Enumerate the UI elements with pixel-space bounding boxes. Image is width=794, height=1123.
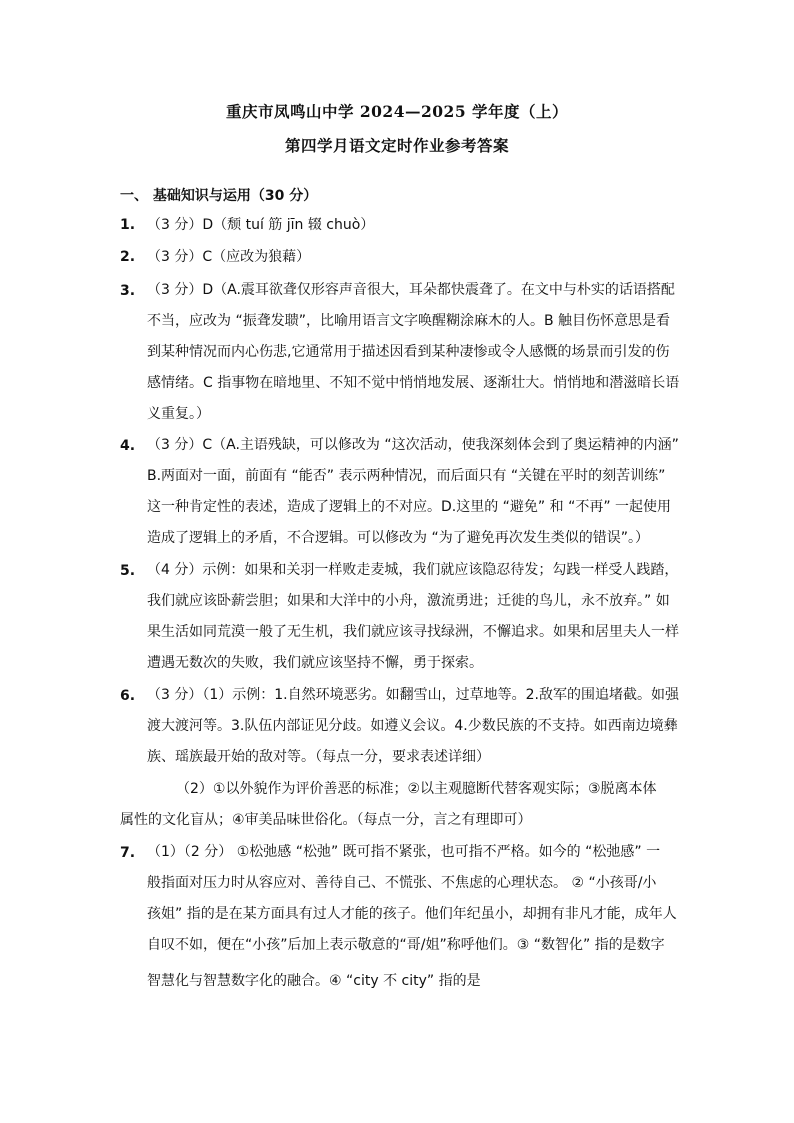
question-number: 6. — [120, 688, 136, 704]
answer-line: 智慧化与智慧数字化的融合。④ “city 不 city” 指的是 — [147, 973, 481, 989]
answer-line: 不当，应改为 “振聋发聩”，比喻用语言文字唤醒糊涂麻木的人。B 触目伤怀意思是看 — [147, 313, 671, 329]
question-number: 2. — [120, 249, 136, 265]
answer-line: （4 分）示例：如果和关羽一样败走麦城，我们就应该隐忍待发；勾践一样受人践踏， — [147, 562, 679, 578]
answer-line: 般指面对压力时从容应对、善待自己、不慌张、不焦虑的心理状态。 ② “小孩哥/小 — [147, 875, 657, 891]
answer-line: 族、瑶族最开始的敌对等。（每点一分，要求表述详细） — [147, 749, 490, 765]
answer-line: 造成了逻辑上的矛盾，不合逻辑。可以修改为 “为了避免再次发生类似的错误”。） — [147, 530, 649, 546]
question-number: 5. — [120, 563, 136, 579]
answer-line: 我们就应该卧薪尝胆；如果和大洋中的小舟，激流勇进；迁徙的鸟儿，永不放弃。” 如 — [147, 593, 670, 609]
answer-line: 感情绪。C 指事物在暗地里、不知不觉中悄悄地发展、逐渐壮大。悄悄地和潜滋暗长语 — [147, 375, 680, 391]
answer-line: 到某种情况而内心伤悲,它通常用于描述因看到某种凄惨或令人感慨的场景而引发的伤 — [147, 344, 670, 360]
answer-line: （3 分）（1）示例：1.自然环境恶劣。如翻雪山，过草地等。2.敌军的围追堵截。如强 — [147, 687, 679, 703]
answer-line: （3 分）C（应改为狼藉） — [147, 249, 311, 265]
answer-line: 渡大渡河等。3.队伍内部证见分歧。如遵义会议。4.少数民族的不支持。如西南边境彝 — [147, 718, 678, 734]
question-number: 1. — [120, 217, 136, 233]
answer-line: 这一种肯定性的表述，造成了逻辑上的不对应。D.这里的 “避免” 和 “不再” 一起使用 — [147, 499, 672, 515]
answer-line: 孩姐” 指的是在某方面具有过人才能的孩子。他们年纪虽小，却拥有非凡才能，成年人 — [147, 906, 677, 922]
answer-line: （1）（2 分） ①松弛感 “松弛” 既可指不紧张，也可指不严格。如今的 “松弛感” 一 — [147, 844, 661, 860]
answer-line: 属性的文化盲从；④审美品味世俗化。（每点一分，言之有理即可） — [120, 812, 532, 828]
question-number: 4. — [120, 438, 136, 454]
answer-subpart: （2）①以外貌作为评价善恶的标准；②以主观臆断代替客观实际；③脱离本体 — [176, 781, 657, 797]
answer-line: 果生活如同荒漠一般了无生机，我们就应该寻找绿洲，不懈追求。如果和居里夫人一样 — [147, 624, 679, 640]
answer-line: 义重复。） — [147, 406, 210, 422]
section-heading: 一、 基础知识与运用（30 分） — [120, 188, 318, 204]
answer-line: 遭遇无数次的失败，我们就应该坚持不懈，勇于探索。 — [147, 655, 483, 671]
answer-line: （3 分）C（A.主语残缺，可以修改为 “这次活动，使我深刻体会到了奥运精神的内涵” — [147, 437, 679, 453]
document-subtitle: 第四学月语文定时作业参考答案 — [284, 136, 509, 155]
answer-line: B.两面对一面，前面有 “能否” 表示两种情况，而后面只有 “关键在平时的刻苦训练” — [147, 468, 666, 484]
answer-line: （3 分）D（A.震耳欲聋仅形容声音很大，耳朵都快震聋了。在文中与朴实的话语搭配 — [147, 282, 675, 298]
answer-line: 自叹不如，便在“小孩”后加上表示敬意的“哥/姐”称呼他们。③ “数智化” 指的是数字 — [147, 937, 665, 953]
answer-line: （3 分）D（颓 tuí 筋 jīn 辍 chuò） — [147, 217, 375, 233]
question-number: 3. — [120, 283, 136, 299]
question-number: 7. — [120, 845, 136, 861]
document-title: 重庆市凤鸣山中学 2024—2025 学年度（上） — [225, 102, 569, 121]
